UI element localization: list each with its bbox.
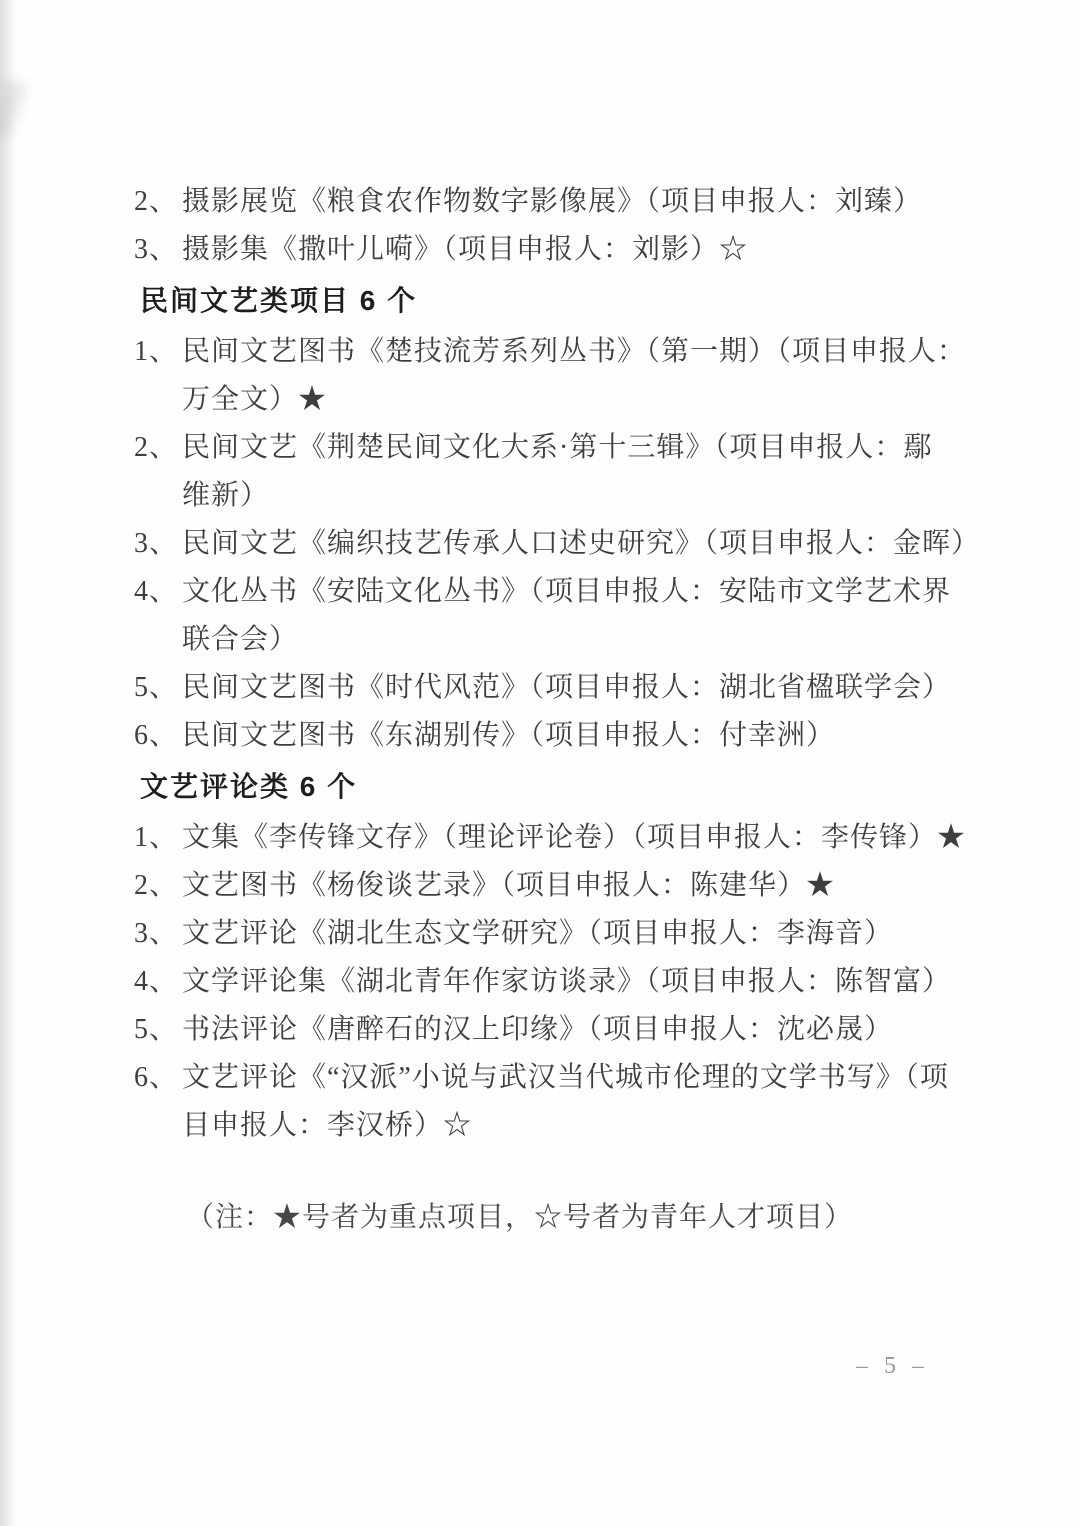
item-text: 文艺图书《杨俊谈艺录》（项目申报人：陈建华）★ bbox=[182, 870, 836, 901]
item-number: 4、 bbox=[134, 966, 179, 997]
item-text: 民间文艺图书《东湖别传》（项目申报人：付幸洲） bbox=[182, 720, 836, 751]
list-item bbox=[134, 1054, 1014, 1102]
section-header: 文艺评论类 6 个 bbox=[140, 771, 358, 802]
item-text: 文艺评论《湖北生态文学研究》（项目申报人：李海音） bbox=[182, 918, 894, 949]
item-number: 2、 bbox=[134, 186, 179, 217]
item-number: 1、 bbox=[134, 336, 179, 367]
list-item bbox=[134, 862, 1014, 910]
section-header: 民间文艺类项目 6 个 bbox=[140, 285, 418, 316]
item-number: 2、 bbox=[134, 432, 179, 463]
page-number: – 5 – bbox=[856, 1353, 929, 1379]
list-item bbox=[134, 814, 1014, 862]
item-continuation: 目申报人：李汉桥）☆ bbox=[182, 1110, 473, 1141]
item-text: 民间文艺图书《时代风范》（项目申报人：湖北省楹联学会） bbox=[182, 672, 952, 703]
item-continuation: 联合会） bbox=[182, 624, 299, 655]
item-number: 3、 bbox=[134, 234, 179, 265]
item-text: 书法评论《唐醉石的汉上印缘》（项目申报人：沈必晟） bbox=[182, 1014, 894, 1045]
item-continuation: 维新） bbox=[182, 480, 270, 511]
item-text: 文集《李传锋文存》（理论评论卷）（项目申报人：李传锋）★ bbox=[182, 822, 967, 853]
item-text: 文艺评论《“汉派”小说与武汉当代城市伦理的文学书写》（项 bbox=[182, 1062, 949, 1093]
item-text: 文学评论集《湖北青年作家访谈录》（项目申报人：陈智富） bbox=[182, 966, 952, 997]
list-item bbox=[134, 178, 1014, 226]
item-continuation: 万全文）★ bbox=[182, 384, 328, 415]
list-item bbox=[134, 712, 1014, 760]
item-number: 5、 bbox=[134, 1014, 179, 1045]
list-item bbox=[134, 328, 1014, 376]
item-number: 6、 bbox=[134, 1062, 179, 1093]
item-number: 2、 bbox=[134, 870, 179, 901]
list-item bbox=[134, 1006, 1014, 1054]
item-number: 5、 bbox=[134, 672, 179, 703]
item-number: 4、 bbox=[134, 576, 179, 607]
footnote: （注：★号者为重点项目，☆号者为青年人才项目） bbox=[186, 1202, 854, 1233]
list-item bbox=[134, 910, 1014, 958]
list-item bbox=[134, 664, 1014, 712]
list-item bbox=[134, 958, 1014, 1006]
item-number: 3、 bbox=[134, 918, 179, 949]
item-number: 3、 bbox=[134, 528, 179, 559]
item-text: 摄影展览《粮食农作物数字影像展》（项目申报人：刘臻） bbox=[182, 186, 923, 217]
scan-edge-shadow bbox=[0, 0, 16, 1526]
list-item bbox=[134, 520, 1014, 568]
item-number: 1、 bbox=[134, 822, 179, 853]
item-text: 摄影集《撒叶儿嗬》（项目申报人：刘影）☆ bbox=[182, 234, 749, 265]
list-item bbox=[134, 424, 1014, 472]
item-number: 6、 bbox=[134, 720, 179, 751]
item-text: 民间文艺《荆楚民间文化大系·第十三辑》（项目申报人：鄢 bbox=[182, 432, 933, 463]
list-item bbox=[134, 226, 1014, 274]
document-body bbox=[134, 178, 1014, 1242]
item-text: 民间文艺图书《楚技流芳系列丛书》（第一期）（项目申报人： bbox=[182, 336, 967, 367]
list-item bbox=[134, 568, 1014, 616]
item-text: 民间文艺《编织技艺传承人口述史研究》（项目申报人：金晖） bbox=[182, 528, 981, 559]
item-text: 文化丛书《安陆文化丛书》（项目申报人：安陆市文学艺术界 bbox=[182, 576, 952, 607]
